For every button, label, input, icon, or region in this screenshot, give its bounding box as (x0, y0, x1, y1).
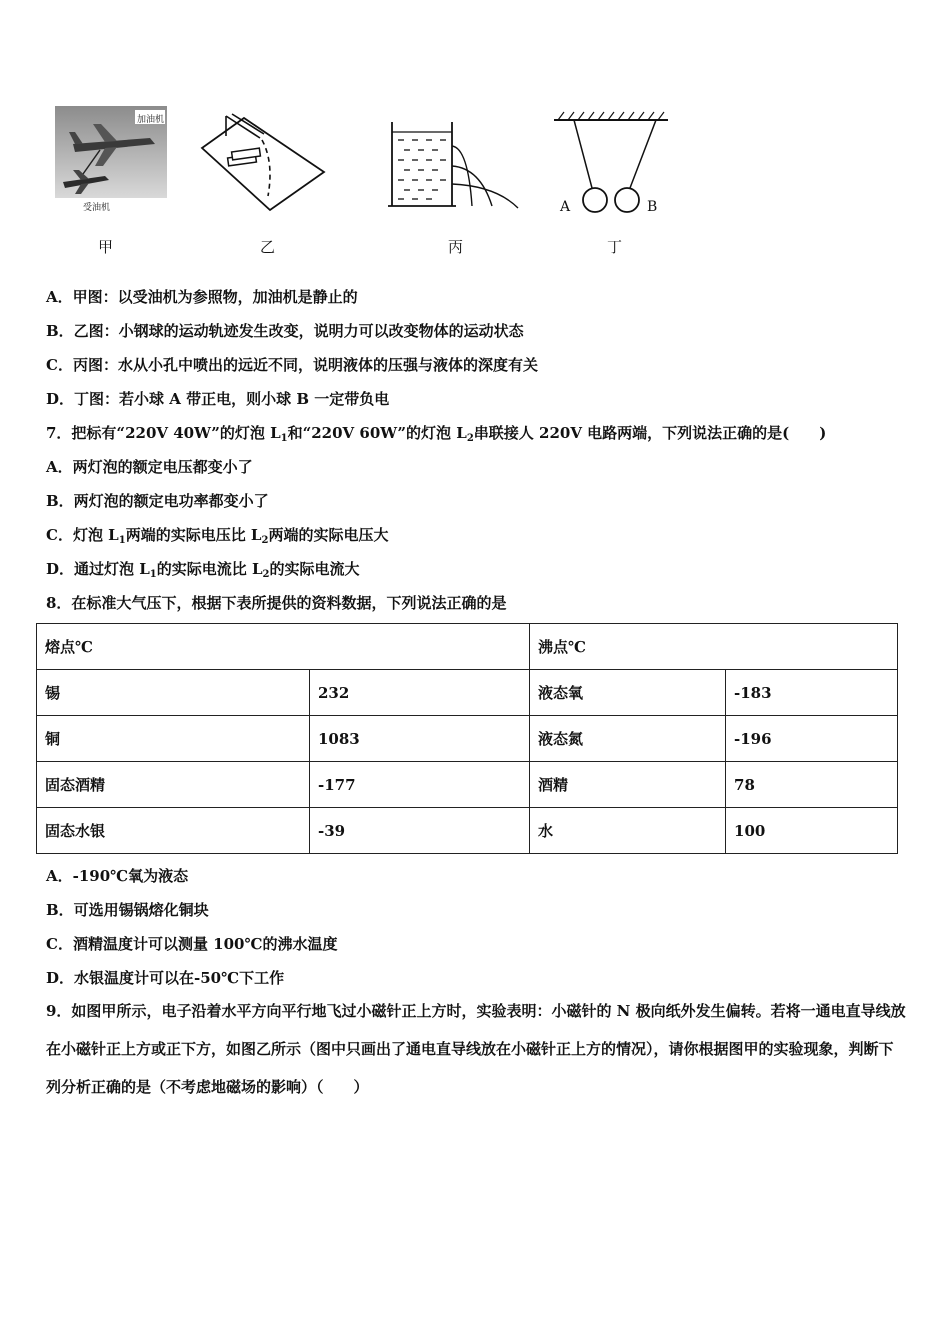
table-cell: -196 (726, 716, 898, 762)
caption-jia: 甲 (98, 238, 114, 256)
data-table (36, 623, 898, 854)
table-cell: 232 (310, 670, 530, 716)
table-cell: -177 (310, 762, 530, 808)
q9-stem: 9．如图甲所示，电子沿着水平方向平行地飞过小磁针正上方时，实验表明：小磁针的 N 极向纸外发生偏转。若将一通电直导线放在小磁针正上方或正下方，如图乙所示（图中只画出了通电直导线放在小磁针正上方的情况），请你根据图甲的实验现象，判断下列分析正确的是（不考虑地磁场的影响）（ ） (46, 1002, 906, 1096)
caption-ding: 丁 (607, 238, 623, 256)
caption-bing: 丙 (448, 238, 464, 256)
table-cell: 锡 (37, 670, 310, 716)
table-cell: 100 (726, 808, 898, 854)
figure-bing (384, 118, 524, 213)
q7-stem: 7．把标有“220V 40W”的灯泡 $L_1$和“220V 60W”的灯泡 $L_2$串联接人 220V 电路两端，下列说法正确的是( ) (46, 424, 827, 444)
table-cell: 水 (530, 808, 726, 854)
figure-row (0, 100, 950, 260)
table-cell: 78 (726, 762, 898, 808)
table-cell: 固态酒精 (37, 762, 310, 808)
q6-option-a: A．甲图：以受油机为参照物，加油机是静止的 (46, 288, 358, 306)
figure-ding (552, 108, 672, 218)
table-cell: 固态水银 (37, 808, 310, 854)
table-row (37, 716, 898, 762)
label-receiver: 受油机 (83, 203, 111, 213)
table-cell: -39 (310, 808, 530, 854)
water-jet-diagram (384, 118, 524, 213)
table-cell: 液态氧 (530, 670, 726, 716)
q7-option-d: D．通过灯泡 $L_1$的实际电流比 $L_2$的实际电流大 (46, 560, 360, 580)
q7-option-b: B．两灯泡的额定电功率都变小了 (46, 492, 269, 510)
table-row (37, 762, 898, 808)
label-ball-b: B (647, 199, 658, 215)
label-tanker: 加油机 (137, 115, 165, 125)
q7-option-a: A．两灯泡的额定电压都变小了 (46, 458, 253, 476)
table-cell: 酒精 (530, 762, 726, 808)
header-boiling-point: 沸点℃ (530, 624, 898, 670)
header-melting-point: 熔点℃ (37, 624, 530, 670)
table-row (37, 808, 898, 854)
table-header-row (37, 624, 898, 670)
figure-jia (55, 106, 167, 214)
label-ball-a: A (560, 199, 571, 215)
q8-option-a: A．-190℃氧为液态 (46, 867, 189, 885)
caption-yi: 乙 (260, 238, 276, 256)
q8-option-b: B．可选用锡锅熔化铜块 (46, 901, 209, 919)
q6-option-c: C．丙图：水从小孔中喷出的远近不同，说明液体的压强与液体的深度有关 (46, 356, 538, 374)
figure-yi (198, 110, 328, 215)
q8-option-c: C．酒精温度计可以测量 100℃的沸水温度 (46, 935, 338, 953)
q8-stem: 8．在标准大气压下，根据下表所提供的资料数据，下列说法正确的是 (46, 594, 507, 612)
table-cell: 1083 (310, 716, 530, 762)
q6-option-d: D．丁图：若小球 A 带正电，则小球 B 一定带负电 (46, 390, 390, 408)
table-cell: -183 (726, 670, 898, 716)
table-cell: 铜 (37, 716, 310, 762)
q8-option-d: D．水银温度计可以在-50℃下工作 (46, 969, 285, 987)
q7-option-c: C．灯泡 $L_1$两端的实际电压比 $L_2$两端的实际电压大 (46, 526, 389, 546)
q6-option-b: B．乙图：小钢球的运动轨迹发生改变，说明力可以改变物体的运动状态 (46, 322, 524, 340)
table-cell: 液态氮 (530, 716, 726, 762)
ball-trajectory-diagram (198, 110, 328, 215)
table-row (37, 670, 898, 716)
